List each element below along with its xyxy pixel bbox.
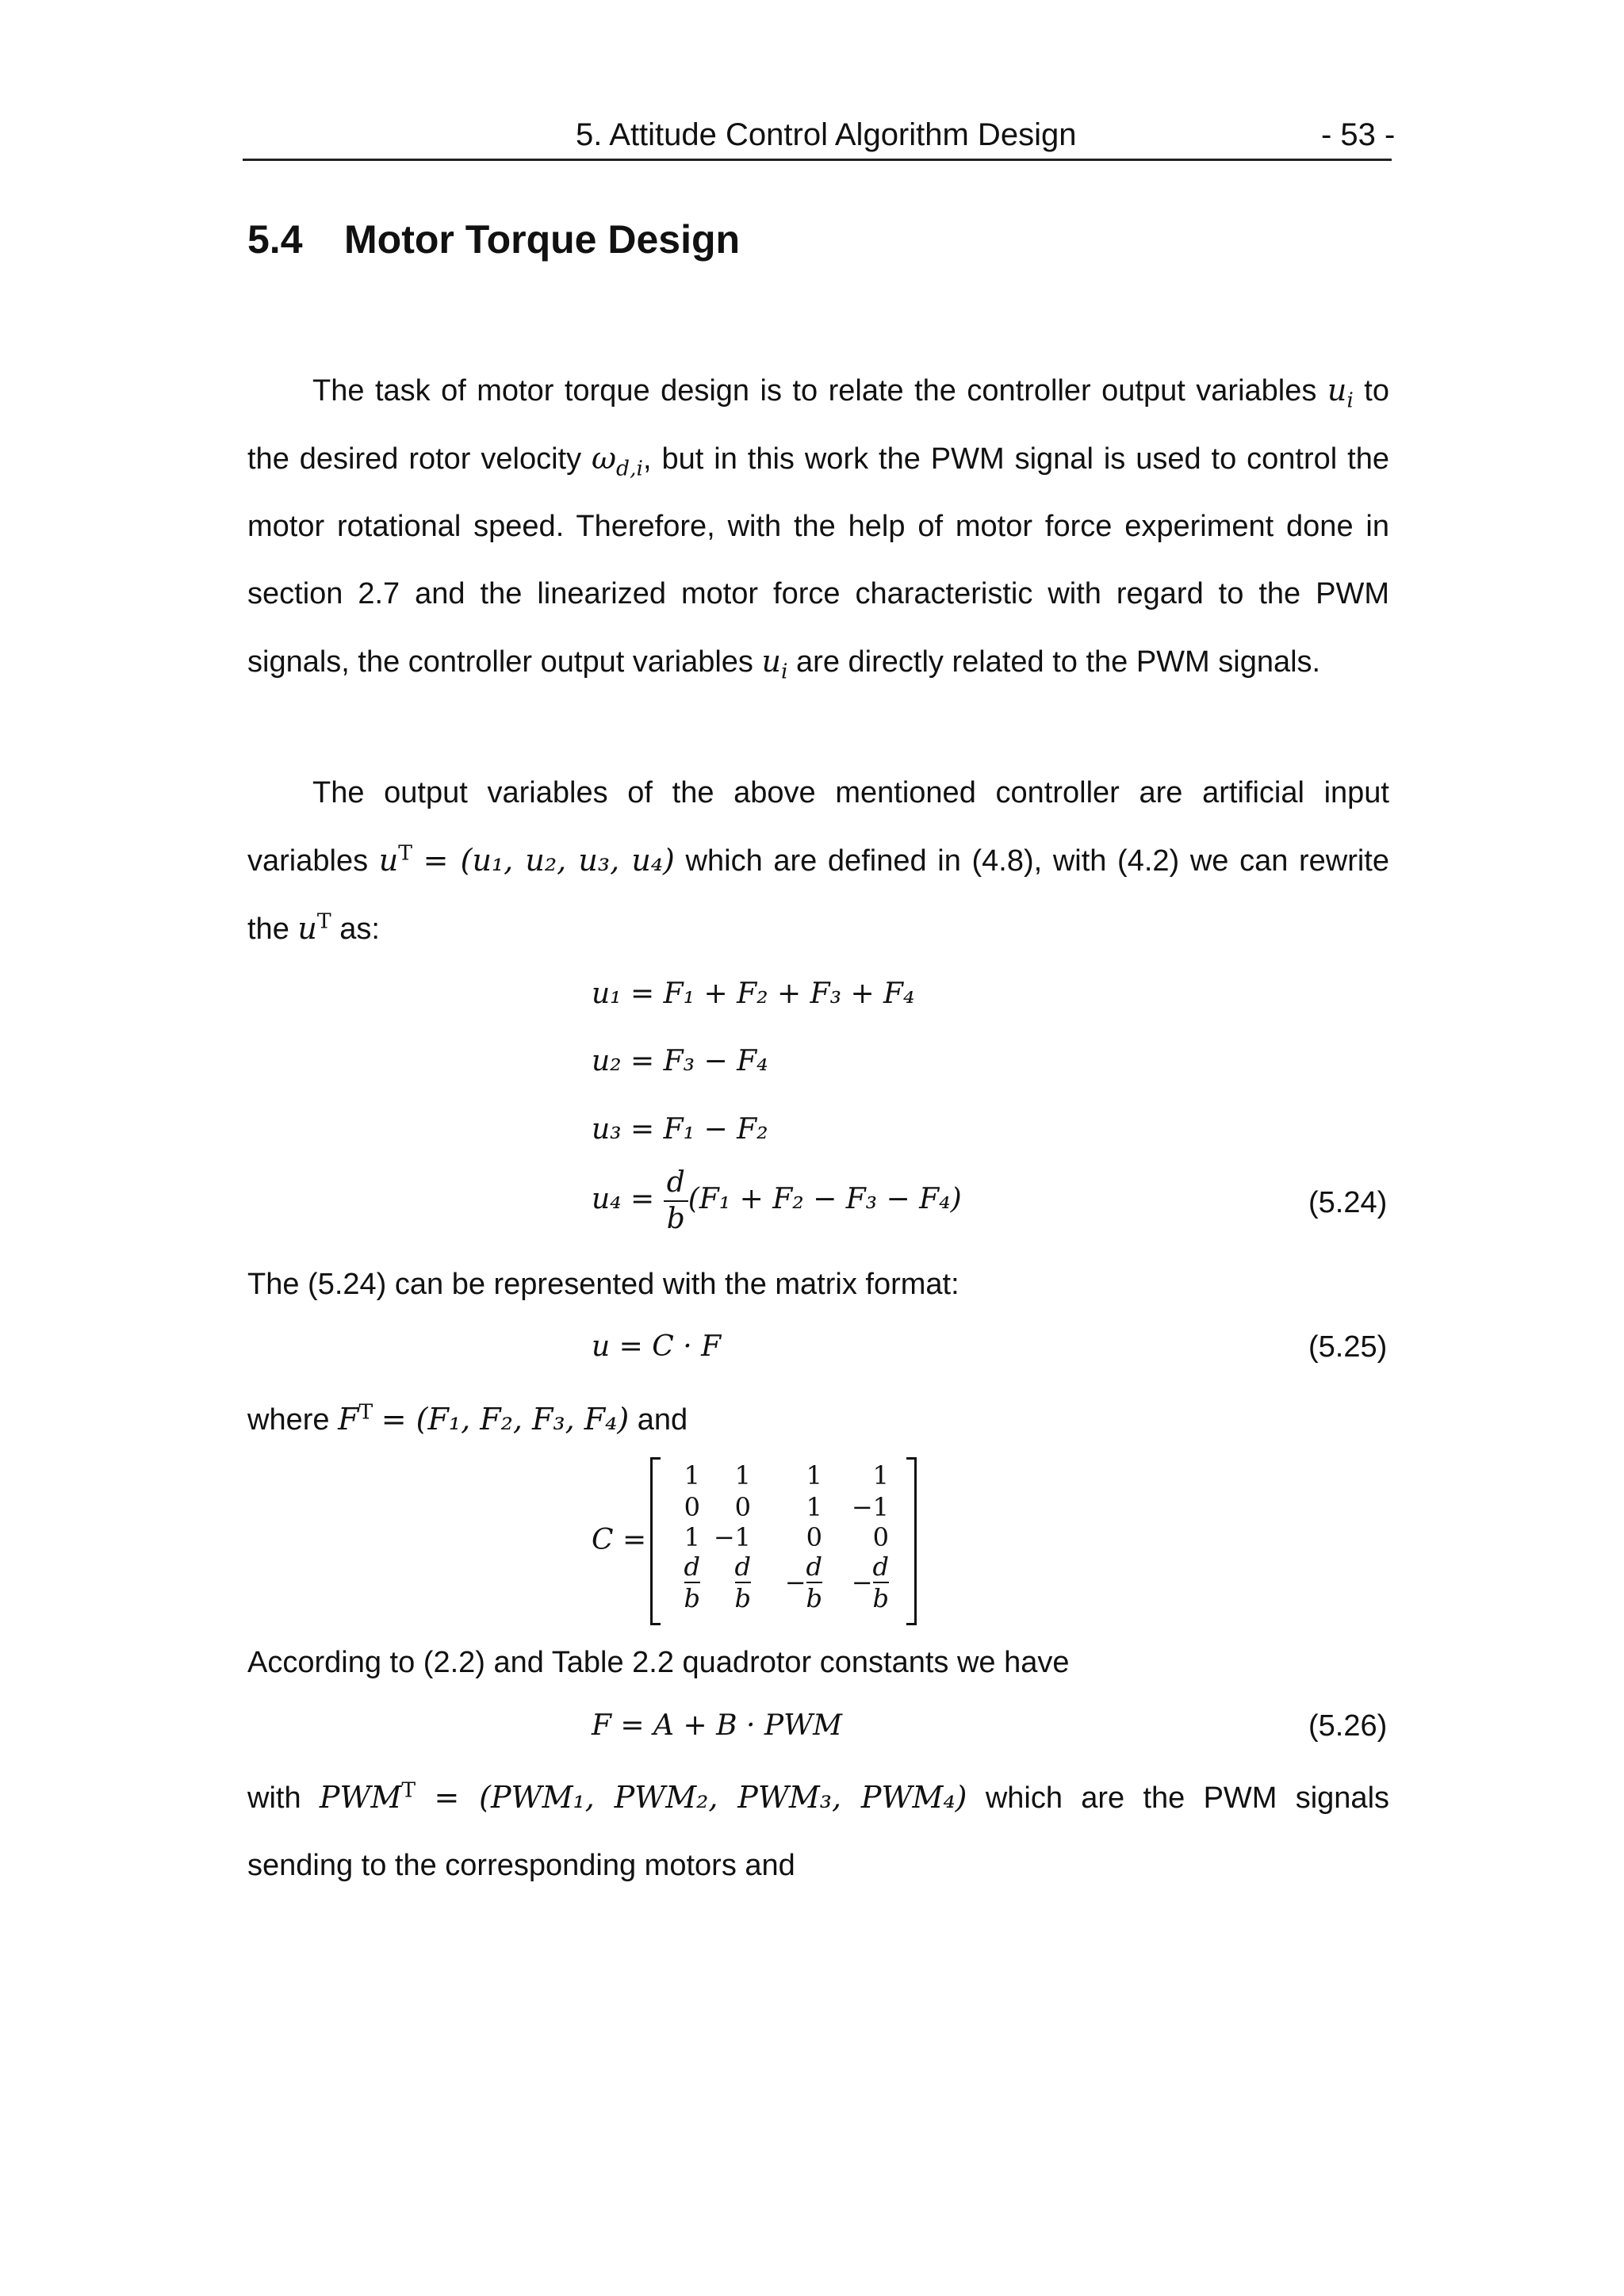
equation-number-5-26: (5.26) bbox=[1308, 1709, 1388, 1743]
matrix-c bbox=[650, 1457, 917, 1625]
with-paragraph bbox=[247, 1764, 1389, 1900]
fraction-d-over-b: $\frac{d}{b}$ bbox=[806, 1552, 822, 1613]
matrix-cell: − $\frac{d}{b}$ bbox=[784, 1552, 822, 1613]
running-header-chapter: 5. Attitude Control Algorithm Design bbox=[576, 117, 1077, 152]
math-PWM-transpose: $PWM^T$ bbox=[319, 1777, 416, 1815]
section-title: Motor Torque Design bbox=[344, 217, 741, 262]
fraction-d-over-b: $\frac{d}{b}$ bbox=[684, 1552, 700, 1613]
matrix-lhs: C = bbox=[592, 1524, 647, 1556]
math-F-transpose: $F^T$ bbox=[338, 1399, 373, 1437]
matrix-cell: 1 bbox=[684, 1522, 700, 1552]
equation-u4-lhs: u₄ = bbox=[592, 1183, 655, 1215]
equation-number-5-24: (5.24) bbox=[1308, 1186, 1388, 1219]
equation-u4 bbox=[592, 1166, 962, 1235]
math-u-transpose: $u^T$ bbox=[378, 840, 412, 878]
para1-text-4: are directly related to the PWM signals. bbox=[796, 645, 1321, 679]
equation-u2: u₂ = F₃ − F₄ bbox=[592, 1045, 768, 1077]
math-u-i-2: $u_i$ bbox=[761, 644, 788, 684]
matrix-cell: −1 bbox=[713, 1522, 751, 1552]
equation-u3: u₃ = F₁ − F₂ bbox=[592, 1113, 768, 1146]
para1-text-1: The task of motor torque design is to relate the controller output variables bbox=[312, 374, 1317, 408]
para2-text-3: as: bbox=[339, 913, 380, 946]
para1-text-2: to the desired rotor velocity bbox=[247, 374, 1389, 476]
page-number: - 53 - bbox=[1321, 117, 1396, 152]
matrix-cell: 0 bbox=[734, 1492, 751, 1522]
math-omega-di: $\omega_{d,i}$ bbox=[592, 441, 644, 481]
matrix-cell bbox=[653, 1554, 700, 1613]
where-text-1: where bbox=[247, 1403, 330, 1437]
matrix-intro-text: The (5.24) can be represented with the matrix format: bbox=[247, 1268, 959, 1301]
where-text-2: and bbox=[637, 1403, 688, 1437]
header-rule bbox=[243, 159, 1392, 161]
fraction-d-over-b: $\frac{d}{b}$ bbox=[872, 1552, 889, 1613]
para1-text-3: , but in this work the PWM signal is used to control the motor rotational speed. Therefore, with the help of motor force experiment done in section 2.7 and the linearized motor force characteristic with regard to the PWM signals, the controller output variables bbox=[247, 442, 1389, 679]
fraction-d-over-b: $\frac{d}{b}$ bbox=[664, 1169, 688, 1234]
equation-5-25: u = C · F bbox=[592, 1330, 722, 1363]
matrix-cell: −1 bbox=[851, 1492, 889, 1522]
equation-5-26: F = A + B · PWM bbox=[592, 1709, 842, 1742]
matrix-cell: 1 bbox=[806, 1460, 822, 1490]
para2-text-2: which are defined in (4.8), with (4.2) we can rewrite the bbox=[247, 844, 1390, 946]
para2-text-1: The output variables of the above mentioned controller are artificial input variables bbox=[247, 776, 1389, 878]
math-u-transpose-2: $u^T$ bbox=[297, 909, 331, 946]
math-F-tuple: = (F₁, F₂, F₃, F₄) bbox=[381, 1402, 630, 1437]
math-u-i: $u_i$ bbox=[1327, 373, 1354, 413]
with-text-1: with bbox=[247, 1781, 301, 1815]
where-line bbox=[247, 1386, 688, 1454]
matrix-cell: 1 bbox=[684, 1460, 700, 1490]
fraction-d-over-b: $\frac{d}{b}$ bbox=[734, 1552, 751, 1613]
math-PWM-tuple: = (PWM₁, PWM₂, PWM₃, PWM₄) bbox=[434, 1780, 967, 1815]
matrix-cell: − $\frac{d}{b}$ bbox=[851, 1552, 889, 1613]
matrix-cell: 0 bbox=[684, 1492, 700, 1522]
paragraph-1 bbox=[247, 357, 1389, 696]
matrix-cell: 1 bbox=[872, 1460, 889, 1490]
according-text: According to (2.2) and Table 2.2 quadrotor constants we have bbox=[247, 1646, 1070, 1679]
math-u-tuple: = (u₁, u₂, u₃, u₄) bbox=[423, 843, 675, 878]
matrix-cell: 0 bbox=[806, 1522, 822, 1552]
equation-u4-rhs: (F₁ + F₂ − F₃ − F₄) bbox=[688, 1183, 962, 1215]
with-text-2: which are the PWM signals sending to the corresponding motors and bbox=[247, 1781, 1390, 1882]
equation-u1: u₁ = F₁ + F₂ + F₃ + F₄ bbox=[592, 978, 915, 1010]
matrix-cell: 1 bbox=[806, 1492, 822, 1522]
matrix-cell: 1 bbox=[734, 1460, 751, 1490]
paragraph-2 bbox=[247, 760, 1389, 963]
matrix-cell bbox=[703, 1554, 751, 1613]
section-number: 5.4 bbox=[247, 217, 303, 262]
equation-number-5-25: (5.25) bbox=[1308, 1330, 1388, 1364]
matrix-cell: 0 bbox=[872, 1522, 889, 1552]
